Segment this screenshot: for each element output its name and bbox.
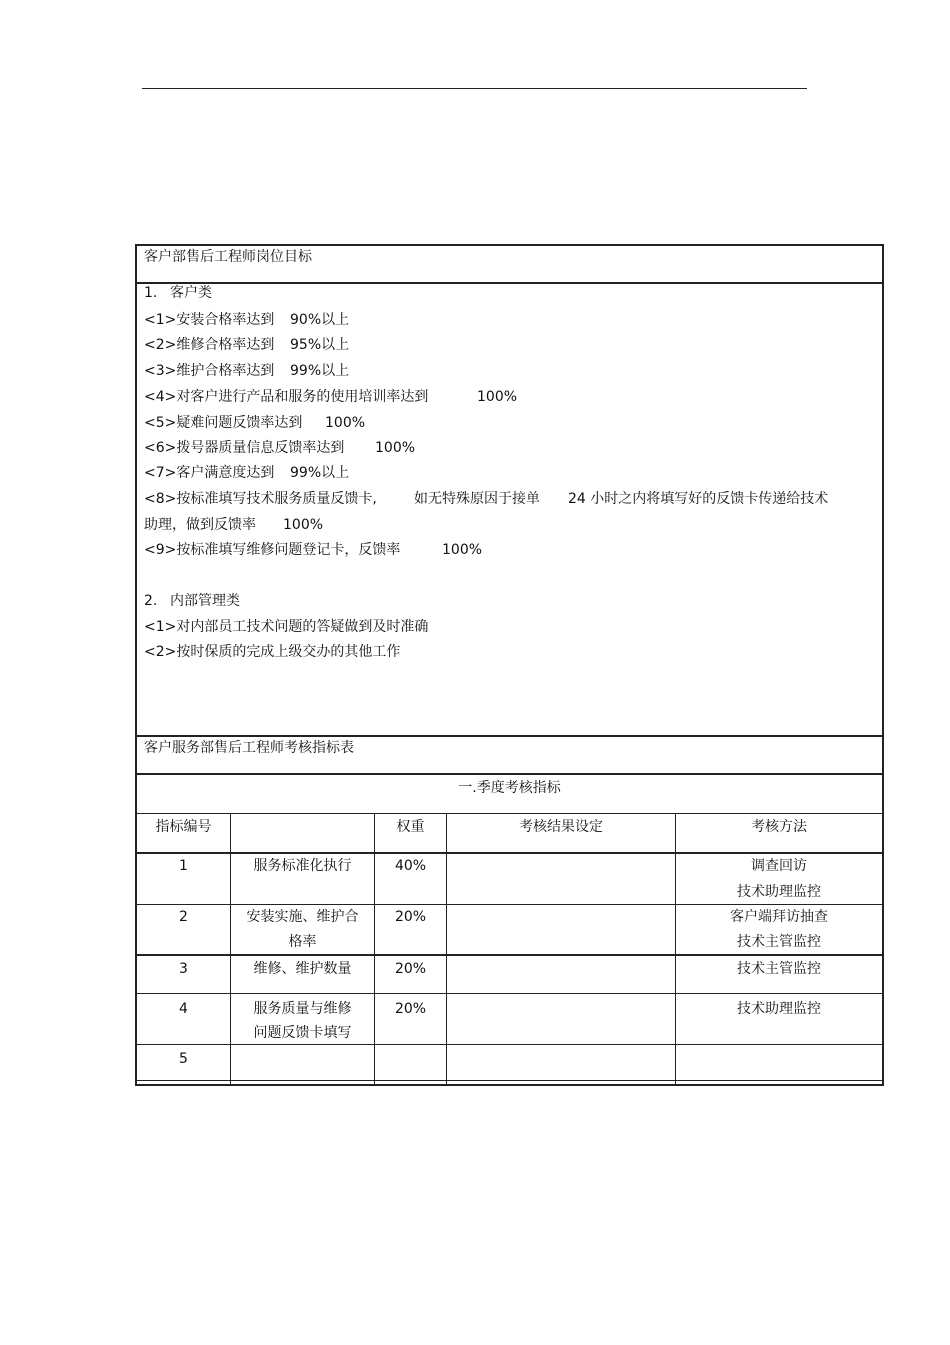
- row-4-name-1: 服务质量与维修: [253, 1001, 352, 1017]
- goal-item-1: <1>安装合格率达到: [144, 312, 275, 328]
- goal-item-8-part-c: 24 小时之内将填写好的反馈卡传递给技术: [568, 491, 829, 507]
- divider: [137, 282, 882, 284]
- row-1-weight: 40%: [394, 858, 427, 874]
- row-4-name-2: 问题反馈卡填写: [253, 1025, 352, 1041]
- section1-heading: 客户类: [170, 285, 212, 301]
- header-rule: [142, 88, 807, 89]
- internal-item-1: <1>对内部员工技术问题的答疑做到及时准确: [144, 619, 429, 635]
- col-header-weight: 权重: [396, 819, 425, 835]
- row-5-no: 5: [179, 1051, 188, 1067]
- col-header-no: 指标编号: [155, 819, 212, 835]
- document-frame: [135, 244, 884, 1086]
- section1-heading-num: 1.: [144, 285, 158, 301]
- goal-item-8-value: 100%: [283, 517, 324, 533]
- goal-item-7: <7>客户满意度达到: [144, 465, 275, 481]
- row-4-no: 4: [179, 1001, 188, 1017]
- row-1-method-1: 调查回访: [751, 858, 807, 874]
- goal-item-8-part-b: 如无特殊原因于接单: [414, 491, 540, 507]
- col-header-method: 考核方法: [751, 819, 807, 835]
- row-2-no: 2: [179, 909, 188, 925]
- row-3-name: 维修、维护数量: [253, 961, 352, 977]
- goal-item-6-value: 100%: [375, 440, 416, 456]
- section2-heading: 内部管理类: [170, 593, 240, 609]
- table-subtitle: 一.季度考核指标: [458, 780, 561, 796]
- row-1-name: 服务标准化执行: [253, 858, 352, 874]
- goal-item-9: <9>按标准填写维修问题登记卡，反馈率: [144, 542, 401, 558]
- row-3-no: 3: [179, 961, 188, 977]
- divider: [137, 904, 882, 905]
- divider: [137, 954, 882, 956]
- table-title: 客户服务部售后工程师考核指标表: [144, 740, 354, 756]
- goal-item-1-value: 90%以上: [290, 312, 350, 328]
- goal-item-8: <8>按标准填写技术服务质量反馈卡,: [144, 491, 377, 507]
- goal-item-5-value: 100%: [325, 415, 366, 431]
- divider: [137, 813, 882, 814]
- divider: [137, 1044, 882, 1045]
- goals-title: 客户部售后工程师岗位目标: [144, 249, 312, 265]
- row-2-method-1: 客户端拜访抽查: [730, 909, 828, 925]
- goal-item-6: <6>拨号器质量信息反馈率达到: [144, 440, 345, 456]
- goal-item-4-value: 100%: [477, 389, 518, 405]
- row-4-method: 技术助理监控: [737, 1001, 821, 1017]
- divider: [137, 852, 882, 854]
- row-2-name-2: 格率: [288, 934, 317, 950]
- goal-item-2-value: 95%以上: [290, 337, 350, 353]
- goal-item-3: <3>维护合格率达到: [144, 363, 275, 379]
- divider: [137, 735, 882, 737]
- row-3-weight: 20%: [394, 961, 427, 977]
- row-2-name-1: 安装实施、维护合: [246, 909, 359, 925]
- section2-heading-num: 2.: [144, 593, 158, 609]
- goal-item-3-value: 99%以上: [290, 363, 350, 379]
- goal-item-5: <5>疑难问题反馈率达到: [144, 415, 303, 431]
- divider: [137, 993, 882, 994]
- row-4-weight: 20%: [394, 1001, 427, 1017]
- goal-item-9-value: 100%: [442, 542, 483, 558]
- row-1-no: 1: [179, 858, 188, 874]
- row-2-method-2: 技术主管监控: [737, 934, 821, 950]
- col-header-result: 考核结果设定: [519, 819, 603, 835]
- goal-item-8-part-d: 助理，做到反馈率: [144, 517, 256, 533]
- row-1-method-2: 技术助理监控: [737, 884, 821, 900]
- row-2-weight: 20%: [394, 909, 427, 925]
- goal-item-7-value: 99%以上: [290, 465, 350, 481]
- row-3-method: 技术主管监控: [737, 961, 821, 977]
- divider: [137, 773, 882, 775]
- goal-item-4: <4>对客户进行产品和服务的使用培训率达到: [144, 389, 429, 405]
- divider: [137, 1080, 882, 1081]
- goal-item-2: <2>维修合格率达到: [144, 337, 275, 353]
- internal-item-2: <2>按时保质的完成上级交办的其他工作: [144, 644, 401, 660]
